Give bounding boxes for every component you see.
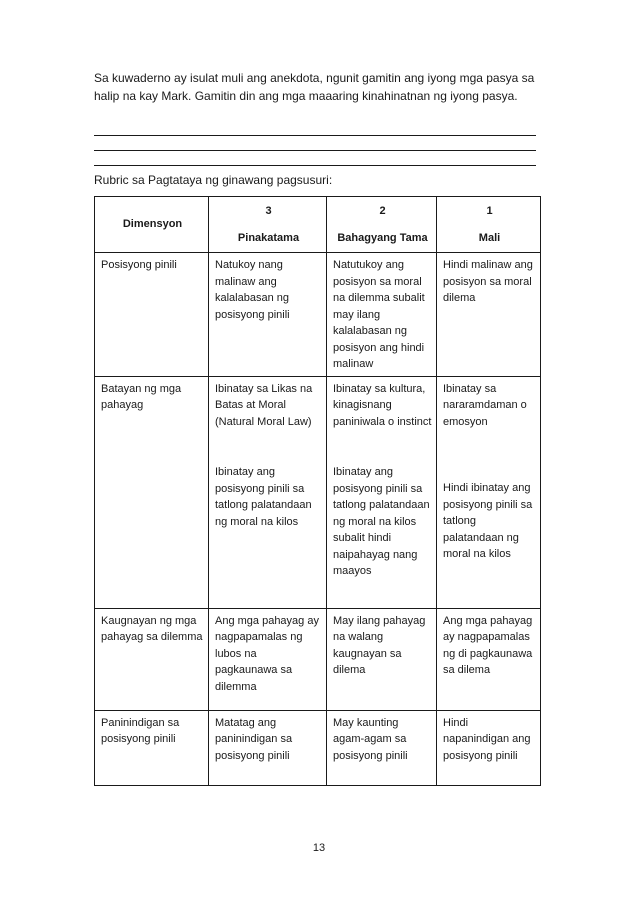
criterion-a: Ibinatay sa nararamdaman o emosyon	[443, 382, 527, 428]
header-score-1	[437, 197, 541, 253]
answer-line	[94, 151, 536, 166]
rubric-table	[94, 196, 541, 786]
score-3-label: Pinakatama	[237, 231, 300, 244]
table-row	[95, 710, 541, 785]
cell-score-3: Natukoy nang malinaw ang kalalabasan ng posisyong pinili	[209, 253, 327, 377]
row-dimension: Batayan ng mga pahayag	[95, 376, 209, 608]
score-1-value: 1	[486, 205, 493, 217]
score-1-label: Mali	[478, 231, 501, 244]
header-score-2	[327, 197, 437, 253]
row-dimension: Paninindigan sa posisyong pinili	[95, 710, 209, 785]
row-dimension: Kaugnayan ng mga pahayag sa dilemma	[95, 608, 209, 710]
answer-lines	[94, 121, 536, 166]
instruction-line-2: halip na kay Mark. Gamitin din ang mga maaaring kinahinatnan ng iyong pasya.	[94, 89, 518, 103]
table-row	[95, 608, 541, 710]
table-row	[95, 253, 541, 377]
cell-score-1: Hindi napanindigan ang posisyong pinili	[437, 710, 541, 785]
answer-line	[94, 136, 536, 151]
header-score-3	[209, 197, 327, 253]
cell-score-1: Hindi malinaw ang posisyon sa moral dilema	[437, 253, 541, 377]
cell-score-3	[209, 376, 327, 608]
criterion-b: Ibinatay ang posisyong pinili sa tatlong palatandaan ng moral na kilos subalit hindi naipahayag nang maayos	[333, 466, 430, 577]
criterion-b: Ibinatay ang posisyong pinili sa tatlong palatandaan ng moral na kilos	[215, 466, 312, 528]
score-2-value: 2	[379, 205, 386, 217]
score-2-label: Bahagyang Tama	[337, 231, 428, 244]
instruction-line-1: Sa kuwaderno ay isulat muli ang anekdota, ngunit gamitin ang iyong mga pasya sa	[94, 71, 535, 85]
instruction-paragraph	[94, 69, 554, 105]
criterion-a: Ibinatay sa kultura, kinagisnang paniniwala o instinct	[333, 382, 432, 428]
row-dimension: Posisyong pinili	[95, 253, 209, 377]
answer-line	[94, 121, 536, 136]
header-dimension: Dimensyon	[95, 197, 209, 253]
cell-score-2: May kaunting agam-agam sa posisyong pinili	[327, 710, 437, 785]
cell-score-3: Ang mga pahayag ay nagpapamalas ng lubos na pagkaunawa sa dilemma	[209, 608, 327, 710]
page-number: 13	[312, 842, 326, 854]
score-3-value: 3	[265, 205, 272, 217]
table-row	[95, 376, 541, 608]
cell-score-3: Matatag ang paninindigan sa posisyong pinili	[209, 710, 327, 785]
cell-score-1: Ang mga pahayag ay nagpapamalas ng di pagkaunawa sa dilema	[437, 608, 541, 710]
rubric-title: Rubric sa Pagtataya ng ginawang pagsusuri:	[94, 173, 333, 187]
header-row	[95, 197, 541, 253]
cell-score-2: May ilang pahayag na walang kaugnayan sa dilema	[327, 608, 437, 710]
criterion-a: Ibinatay sa Likas na Batas at Moral (Natural Moral Law)	[215, 382, 313, 428]
criterion-b: Hindi ibinatay ang posisyong pinili sa tatlong palatandaan ng moral na kilos	[443, 482, 533, 560]
cell-score-1	[437, 376, 541, 608]
cell-score-2: Natutukoy ang posisyon sa moral na dilemma subalit may ilang kalalabasan ng posisyon ang hindi malinaw	[327, 253, 437, 377]
cell-score-2	[327, 376, 437, 608]
